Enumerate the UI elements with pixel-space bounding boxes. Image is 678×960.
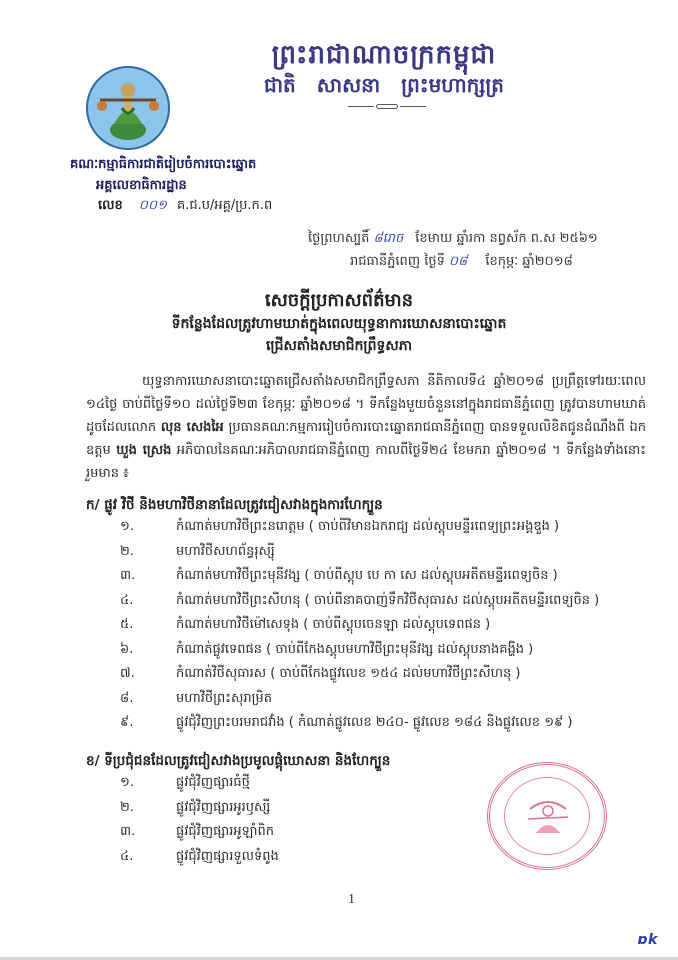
reference-label: លេខ (98, 198, 123, 213)
item-number: ២. (120, 543, 134, 559)
item-number: ៧. (120, 666, 135, 681)
city-date-prefix: រាជធានីភ្នំពេញ ថ្ងៃទី (350, 254, 445, 269)
item-number: ៨. (120, 690, 134, 706)
item-number: ១. (120, 775, 134, 790)
body-text-1: យុទ្ធនាការឃោសនាបោះឆ្នោតជ្រើសតាំងសមាជិកព្រឹទ្ធសភា នីតិកាលទី៤ ឆ្នាំ២០១៨ ប្រព្រឹត្តទៅរយៈពេល ១៤ថ្ងៃ ចាប់ពីថ្ងៃទី១០ ដល់ថ្ងៃទី២៣ ខែកុម្ភៈ ឆ្នាំ២០១៨ ។ ទីកន្លែងមួយចំនួននៅក្នុងរាជធានីភ្នំពេញ ត្រូវបានហាមឃាត់ដូចដែលលោក (86, 374, 646, 435)
kingdom-title: ព្រះរាជាណាចក្រកម្ពុជា (271, 40, 497, 70)
item-text: កំណាត់មហាវិថីព្រះនរោត្តម ( ចាប់ពីវិមានឯករាជ្យ ដល់ស្តុបមន្ទីរពេទ្យព្រះអង្គឌួង ) (176, 519, 560, 534)
list-item (120, 518, 599, 543)
list-item (120, 543, 599, 568)
item-number: ៣. (120, 568, 136, 583)
reference-code: គ.ជ.ប/អគ្គ/ប្រ.ក.ព (177, 198, 273, 213)
list-item (120, 567, 599, 592)
item-number: ៤. (120, 848, 134, 864)
item-number: ៤. (120, 592, 134, 608)
nec-logo-icon (86, 66, 170, 150)
list-item (120, 823, 279, 848)
item-text: មហាវិថីព្រះសុរាម្រិត (176, 690, 272, 706)
organization-name: គណៈកម្មាធិការជាតិរៀបចំការបោះឆ្នោត (70, 157, 257, 172)
official-seal-icon (487, 762, 607, 870)
list-item (120, 616, 599, 641)
kingdom-motto: ជាតិ សាសនា ព្រះមហាក្សត្រ (264, 73, 504, 97)
item-number: ៦. (120, 641, 134, 657)
item-number: ២. (120, 799, 134, 815)
city-date (350, 253, 573, 272)
city-date-day: ០៨ (448, 254, 468, 269)
person-name-1: លុន សេងអៃ (160, 420, 224, 435)
list-item (120, 774, 279, 799)
item-text: កំណាត់មហាវិថីព្រះសីហនុ ( ចាប់ពីនាគបាញ់ទឹកវិថីសុធារស ដល់ស្តុបអតីតមន្ទីរពេទ្យចិន ) (176, 592, 600, 608)
section-b-heading: ខ/ ទីប្រជុំជនដែលត្រូវជៀសវាងប្រមូលផ្តុំឃោសនា និងហែក្បួន (86, 753, 391, 769)
item-text: កំណាត់ផ្លូវទេពផន ( ចាប់ពីកែងស្តុបមហាវិថីព្រះមុនីវង្ស ដល់ស្តុបនាងគង្ហីង ) (176, 641, 534, 657)
body-paragraph (86, 370, 646, 485)
section-a-heading: ក/ ផ្លូវ វិថី និងមហាវិថីនានាដែលត្រូវជៀសវាងក្នុងការហែក្បួន (86, 497, 383, 513)
item-text: ផ្លូវជុំវិញផ្សារអូរឫស្សី (176, 799, 271, 815)
document-title: សេចក្តីប្រកាសព័ត៌មាន (264, 290, 414, 311)
ornament-divider (348, 104, 426, 110)
item-text: ផ្លូវជុំវិញផ្សារធំថ្មី (176, 775, 250, 790)
reference-line (98, 197, 272, 216)
document-subtitle-line1: ទីកន្លែងដែលត្រូវហាមឃាត់ក្នុងពេលយុទ្ធនាការឃោសនាបោះឆ្នោត (171, 316, 507, 332)
page-number: 1 (348, 892, 355, 907)
item-text: ផ្លូវជុំវិញព្រះបរមរាជវាំង ( កំណាត់ផ្លូវលេខ ២៤០- ផ្លូវលេខ ១៨៤ និងផ្លូវលេខ ១៩ ) (176, 715, 573, 730)
item-number: ១. (120, 519, 134, 534)
list-item (120, 592, 599, 617)
item-number: ៣. (120, 824, 136, 839)
document-subtitle-line2: ជ្រើសតាំងសមាជិកព្រឹទ្ធសភា (265, 338, 413, 354)
item-text: កំណាត់មហាវិថីព្រះមុនីវង្ស ( ចាប់ពីស្តុប បេ កា សេ ដល់ស្តុបអតីតមន្ទីរពេទ្យចិន ) (176, 568, 558, 583)
body-text-2: ប្រធានគណៈកម្មការរៀបចំការបោះឆ្នោតរាជធានីភ្នំពេញ បានទទួលលិខិតជូនដំណឹងពី ឯកឧត្តម (86, 420, 646, 458)
list-item (120, 690, 599, 715)
list-item (120, 641, 599, 666)
body-text-3: អភិបាលនៃគណៈអភិបាលរាជធានីភ្នំពេញ កាលពីថ្ងៃទី២៤ ខែមករា ឆ្នាំ២០១៨ ។ ទីកន្លែងទាំងនោះ រួមមាន ៖ (86, 443, 646, 481)
list-item (120, 799, 279, 824)
item-text: កំណាត់វិថីសុធារស ( ចាប់ពីកែងផ្លូវលេខ ១៥៤ ដល់មហាវិថីព្រះសីហនុ ) (176, 666, 521, 681)
reference-number: ០០១ (138, 198, 168, 213)
list-item (120, 714, 599, 739)
handwritten-initials: ɒk (638, 932, 658, 948)
city-date-suffix: ខែកុម្ភៈ ឆ្នាំ២០១៨ (485, 254, 573, 269)
list-item (120, 665, 599, 690)
list-item (120, 848, 279, 873)
item-text: កំណាត់មហាវិថីម៉ៅសេទុង ( ចាប់ពីស្តុបចេនឡា ដល់ស្តុបទេពផន ) (176, 617, 491, 632)
lunar-date (308, 230, 598, 249)
section-a-list (120, 518, 599, 739)
item-number: ៥. (120, 617, 134, 632)
person-name-2: ឃួង ស្រេង (116, 443, 172, 458)
item-text: ផ្លូវជុំវិញផ្សារអូឡាំពិក (176, 824, 274, 839)
lunar-date-handwritten: ៨រោច (373, 231, 404, 246)
item-text: មហាវិថីសហព័ន្ធរុស្ស៊ី (176, 543, 275, 559)
item-number: ៩. (120, 715, 134, 730)
item-text: ផ្លូវជុំវិញផ្សារទួលទំពូង (176, 848, 279, 864)
department-name: អគ្គលេខាធិការដ្ឋាន (96, 178, 187, 193)
lunar-date-prefix: ថ្ងៃព្រហស្បតិ៍ (308, 231, 370, 246)
lunar-date-suffix: ខែមាឃ ឆ្នាំរកា នព្វស័ក ព.ស ២៥៦១ (415, 231, 598, 246)
section-b-list (120, 774, 279, 872)
